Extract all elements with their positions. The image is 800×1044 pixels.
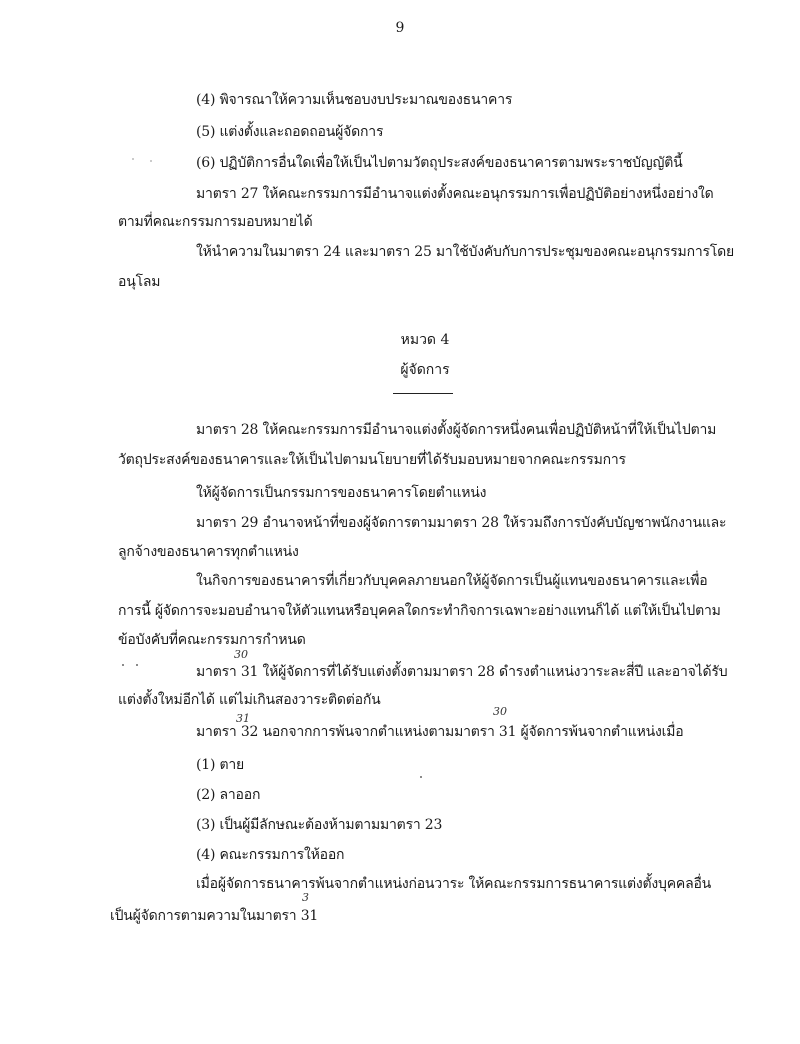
scan-speck	[420, 776, 422, 778]
text-line-11: มาตรา 29 อำนาจหน้าที่ของผู้จัดการตามมาตรา 28 ให้รวมถึงการบังคับบัญชาพนักงานและ	[196, 515, 727, 531]
text-line-19: (1) ตาย	[196, 757, 245, 773]
scan-speck	[122, 664, 124, 666]
text-line-14: การนี้ ผู้จัดการจะมอบอำนาจให้ตัวแทนหรือบุคคลใดกระทำกิจการเฉพาะอย่างแทนก็ได้ แต่ให้เป็นไปตาม	[118, 603, 721, 619]
text-line-6: ให้นำความในมาตรา 24 และมาตรา 25 มาใช้บังคับกับการประชุมของคณะอนุกรรมการโดย	[196, 244, 735, 260]
text-line-3: (6) ปฏิบัติการอื่นใดเพื่อให้เป็นไปตามวัตถุประสงค์ของธนาคารตามพระราชบัญญัตินี้	[196, 155, 683, 171]
chapter-title: ผู้จัดการ	[400, 362, 450, 378]
handwritten-correction-30b: 30	[493, 705, 507, 718]
text-line-18: มาตรา 32 นอกจากการพ้นจากตำแหน่งตามมาตรา 31 ผู้จัดการพ้นจากตำแหน่งเมื่อ	[196, 724, 684, 740]
page-number: 9	[395, 20, 405, 36]
text-line-12: ลูกจ้างของธนาคารทุกตำแหน่ง	[118, 544, 299, 560]
text-line-15: ข้อบังคับที่คณะกรรมการกำหนด	[118, 632, 306, 648]
text-line-5: ตามที่คณะกรรมการมอบหมายได้	[118, 214, 313, 230]
text-line-22: (4) คณะกรรมการให้ออก	[196, 847, 345, 863]
text-line-21: (3) เป็นผู้มีลักษณะต้องห้ามตามมาตรา 23	[196, 817, 443, 833]
scan-speck	[150, 160, 152, 162]
text-line-13: ในกิจการของธนาคารที่เกี่ยวกับบุคคลภายนอกให้ผู้จัดการเป็นผู้แทนของธนาคารและเพื่อ	[196, 573, 708, 589]
handwritten-correction-31: 31	[236, 712, 250, 725]
scan-speck	[132, 158, 134, 160]
text-line-4: มาตรา 27 ให้คณะกรรมการมีอำนาจแต่งตั้งคณะอนุกรรมการเพื่อปฏิบัติอย่างหนึ่งอย่างใด	[196, 186, 714, 202]
text-line-1: (4) พิจารณาให้ความเห็นชอบงบประมาณของธนาคาร	[196, 92, 513, 108]
text-line-10: ให้ผู้จัดการเป็นกรรมการของธนาคารโดยตำแหน่ง	[196, 485, 487, 501]
text-line-24: เป็นผู้จัดการตามความในมาตรา 31	[110, 908, 319, 924]
text-line-9: วัตถุประสงค์ของธนาคารและให้เป็นไปตามนโยบายที่ได้รับมอบหมายจากคณะกรรมการ	[118, 452, 626, 468]
chapter-underline	[393, 393, 453, 394]
text-line-7: อนุโลม	[118, 274, 161, 290]
text-line-2: (5) แต่งตั้งและถอดถอนผู้จัดการ	[196, 124, 384, 140]
text-line-20: (2) ลาออก	[196, 787, 261, 803]
text-line-8: มาตรา 28 ให้คณะกรรมการมีอำนาจแต่งตั้งผู้จัดการหนึ่งคนเพื่อปฏิบัติหน้าที่ให้เป็นไปตาม	[196, 422, 717, 438]
text-line-17: แต่งตั้งใหม่อีกได้ แต่ไม่เกินสองวาระติดต่อกัน	[118, 692, 381, 708]
handwritten-correction-30: 30	[234, 648, 248, 661]
text-line-23: เมื่อผู้จัดการธนาคารพ้นจากตำแหน่งก่อนวาระ ให้คณะกรรมการธนาคารแต่งตั้งบุคคลอื่น	[196, 876, 712, 892]
scan-speck	[136, 664, 138, 666]
text-line-16: มาตรา 31 ให้ผู้จัดการที่ได้รับแต่งตั้งตามมาตรา 28 ดำรงตำแหน่งวาระละสี่ปี และอาจได้รับ	[196, 664, 728, 680]
handwritten-correction-3: 3	[302, 891, 309, 904]
chapter-number: หมวด 4	[400, 332, 450, 348]
